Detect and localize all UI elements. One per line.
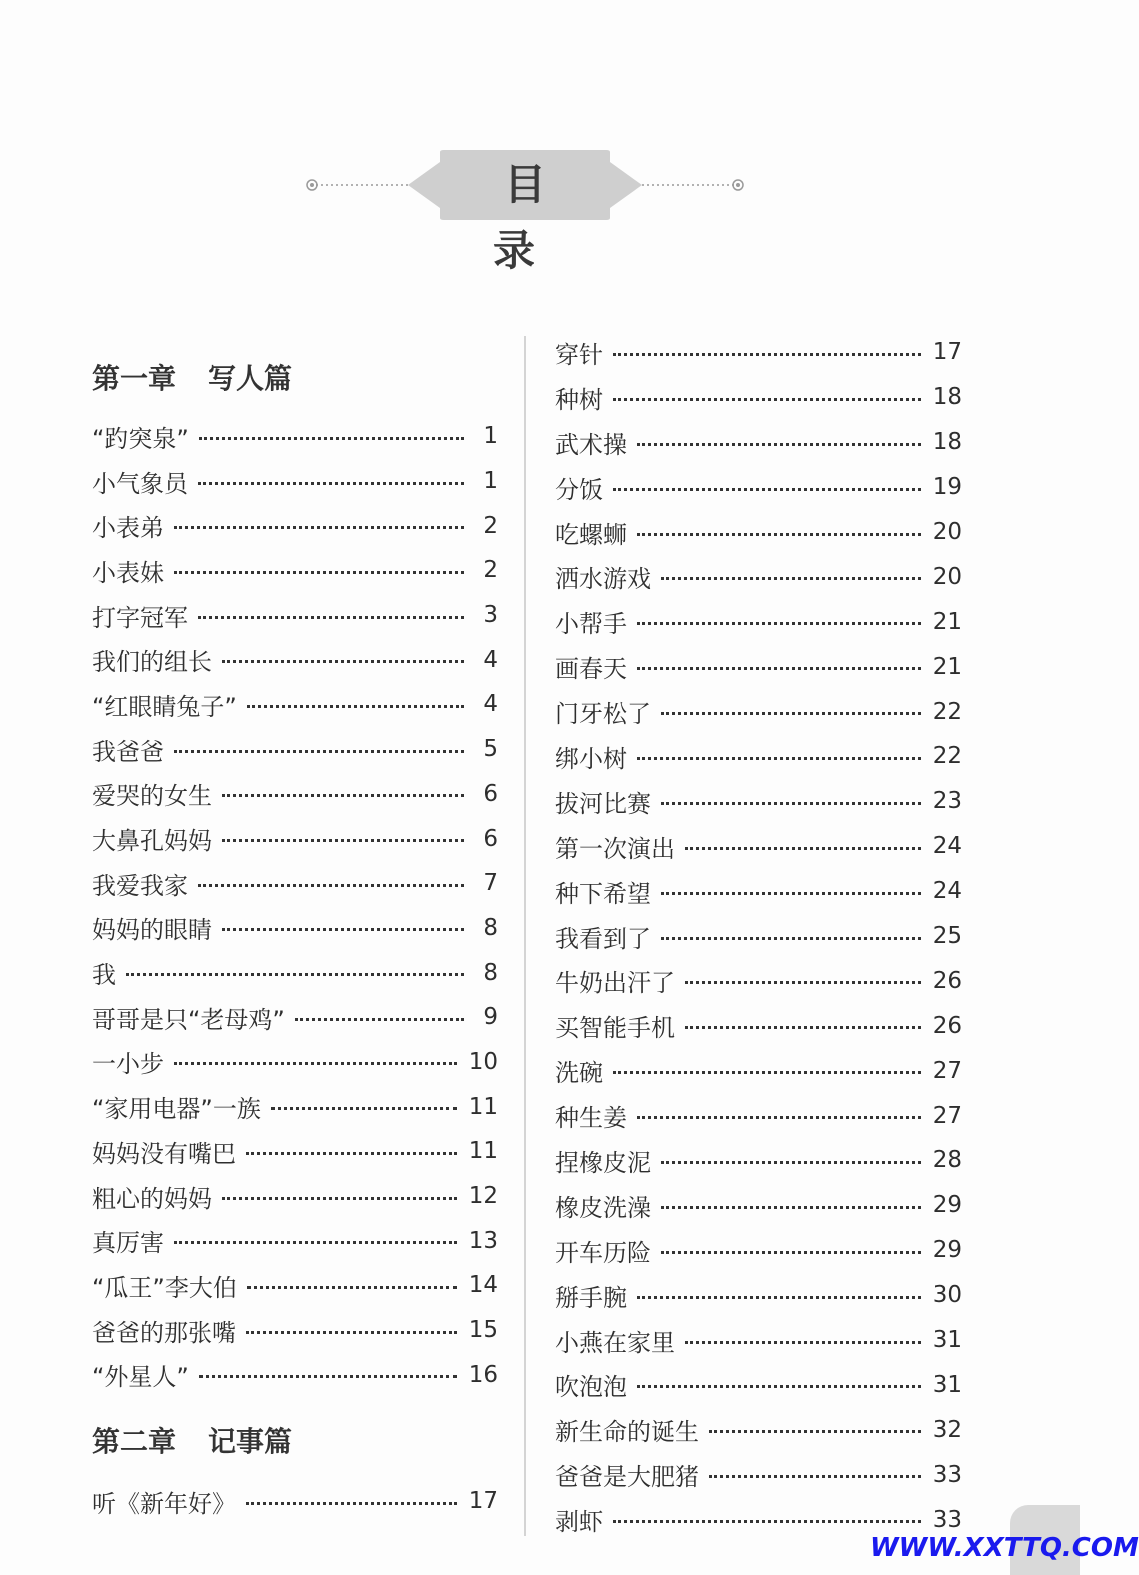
toc-entry[interactable] — [92, 414, 498, 459]
entry-page: 25 — [932, 923, 962, 950]
entry-page: 17 — [468, 1488, 498, 1515]
column-divider — [524, 336, 526, 1536]
toc-entry[interactable] — [555, 1048, 962, 1093]
dot-leader — [613, 488, 921, 491]
dot-leader — [246, 1331, 457, 1334]
toc-entry[interactable] — [92, 1352, 498, 1397]
entry-title: 买智能手机 — [555, 1014, 675, 1043]
dot-leader — [222, 794, 464, 797]
toc-entry[interactable] — [555, 1452, 962, 1497]
chapter-name: 写人篇 — [208, 362, 293, 395]
entry-page: 29 — [932, 1192, 962, 1219]
entry-title: 新生命的诞生 — [555, 1418, 699, 1447]
entry-title: “红眼睛兔子” — [92, 692, 237, 721]
dot-leader — [126, 973, 464, 976]
entry-page: 14 — [468, 1272, 498, 1299]
dot-leader — [613, 1071, 921, 1074]
entry-page: 4 — [483, 646, 498, 673]
toc-entry[interactable] — [92, 772, 498, 817]
dot-leader — [637, 443, 921, 446]
toc-entry[interactable] — [92, 503, 498, 548]
entry-page: 1 — [483, 423, 498, 450]
entry-page: 27 — [932, 1057, 962, 1084]
chapter-heading-2 — [92, 1411, 498, 1473]
entry-page: 29 — [932, 1237, 962, 1264]
toc-entry[interactable] — [92, 816, 498, 861]
entry-title: 开车历险 — [555, 1238, 651, 1267]
entry-page: 4 — [483, 691, 498, 718]
toc-entry[interactable] — [92, 1084, 498, 1129]
entry-title: 爸爸的那张嘴 — [92, 1318, 236, 1347]
entry-title: 打字冠军 — [92, 603, 188, 632]
entry-page: 2 — [483, 557, 498, 584]
dot-leader — [685, 847, 921, 850]
dot-leader — [198, 616, 464, 619]
chapter-name: 记事篇 — [208, 1425, 293, 1459]
dot-leader — [685, 1026, 921, 1029]
toc-right-column — [555, 330, 962, 1542]
entry-title: “趵突泉” — [92, 424, 189, 453]
entry-page: 33 — [932, 1461, 962, 1488]
toc-entry[interactable] — [555, 465, 962, 510]
toc-entry[interactable] — [555, 1138, 962, 1183]
dot-leader — [685, 981, 921, 984]
entry-title: 听《新年好》 — [92, 1489, 236, 1518]
dot-leader — [685, 1341, 921, 1344]
chapter-label: 第二章 — [92, 1425, 177, 1459]
toc-left-column — [92, 348, 498, 1524]
entry-page: 1 — [483, 468, 498, 495]
toc-entry[interactable] — [92, 1263, 498, 1308]
entry-title: 门牙松了 — [555, 700, 651, 729]
toc-entry[interactable] — [92, 1479, 498, 1524]
entry-title: “外星人” — [92, 1363, 189, 1392]
entry-page: 2 — [483, 512, 498, 539]
dot-leader — [637, 667, 921, 670]
entry-title: “家用电器”一族 — [92, 1095, 261, 1124]
entry-page: 26 — [932, 1012, 962, 1039]
entry-title: 爸爸是大肥猪 — [555, 1463, 699, 1492]
entry-title: 真厉害 — [92, 1229, 164, 1258]
toc-entry[interactable] — [92, 906, 498, 951]
entry-title: 我 — [92, 961, 116, 990]
toc-entry[interactable] — [555, 1093, 962, 1138]
entry-title: 吃螺蛳 — [555, 520, 627, 549]
page-title: 目 录 — [492, 160, 568, 275]
dot-leader — [174, 750, 464, 753]
entry-page: 16 — [468, 1361, 498, 1388]
toc-entry[interactable] — [92, 727, 498, 772]
entry-title: 大鼻孔妈妈 — [92, 827, 212, 856]
toc-entry[interactable] — [555, 644, 962, 689]
entry-title: 分饭 — [555, 475, 603, 504]
toc-entry[interactable] — [92, 459, 498, 504]
entry-page: 30 — [932, 1282, 962, 1309]
toc-entry[interactable] — [555, 734, 962, 779]
dot-leader — [174, 571, 464, 574]
entry-page: 5 — [483, 736, 498, 763]
toc-entry[interactable] — [555, 1183, 962, 1228]
dot-leader — [661, 1251, 921, 1254]
dot-leader — [661, 937, 921, 940]
entry-page: 23 — [932, 788, 962, 815]
toc-entry[interactable] — [555, 330, 962, 375]
entry-page: 9 — [483, 1004, 498, 1031]
dot-leader — [271, 1107, 457, 1110]
dot-leader — [222, 928, 464, 931]
dot-leader — [222, 839, 464, 842]
toc-entry[interactable] — [555, 1273, 962, 1318]
entry-title: 小气象员 — [92, 469, 188, 498]
entry-page: 22 — [932, 698, 962, 725]
entry-title: 粗心的妈妈 — [92, 1184, 212, 1213]
entry-title: 穿针 — [555, 340, 603, 369]
entry-page: 7 — [483, 870, 498, 897]
toc-entry[interactable] — [92, 548, 498, 593]
entry-page: 21 — [932, 608, 962, 635]
entry-title: 我爱我家 — [92, 871, 188, 900]
entry-page: 18 — [932, 429, 962, 456]
toc-entry[interactable] — [92, 995, 498, 1040]
toc-entry[interactable] — [555, 958, 962, 1003]
dot-leader — [637, 757, 921, 760]
entry-page: 18 — [932, 384, 962, 411]
dot-leader — [174, 1241, 457, 1244]
entry-title: 洗碗 — [555, 1059, 603, 1088]
dot-leader — [637, 1116, 921, 1119]
toc-entry[interactable] — [555, 779, 962, 824]
title-banner — [300, 148, 750, 275]
entry-title: 小表妹 — [92, 558, 164, 587]
toc-entry[interactable] — [92, 637, 498, 682]
entry-page: 26 — [932, 967, 962, 994]
dot-leader — [295, 1018, 464, 1021]
toc-entry[interactable] — [555, 554, 962, 599]
entry-title: 吹泡泡 — [555, 1373, 627, 1402]
entry-title: “瓜王”李大伯 — [92, 1273, 237, 1302]
dot-leader — [637, 533, 921, 536]
dot-leader — [222, 1197, 457, 1200]
entry-title: 画春天 — [555, 655, 627, 684]
toc-entry[interactable] — [92, 593, 498, 638]
entry-page: 24 — [932, 878, 962, 905]
toc-entry[interactable] — [92, 682, 498, 727]
toc-entry[interactable] — [92, 1308, 498, 1353]
entry-title: 洒水游戏 — [555, 565, 651, 594]
dot-leader — [709, 1430, 921, 1433]
toc-entry[interactable] — [92, 950, 498, 995]
toc-entry[interactable] — [92, 1129, 498, 1174]
dot-leader — [174, 526, 464, 529]
toc-entry[interactable] — [555, 1228, 962, 1273]
entry-page: 6 — [483, 825, 498, 852]
dot-leader — [613, 1520, 921, 1523]
entry-page: 8 — [483, 959, 498, 986]
toc-entry[interactable] — [555, 1407, 962, 1452]
entry-page: 6 — [483, 780, 498, 807]
dot-leader — [661, 892, 921, 895]
dot-leader — [661, 712, 921, 715]
toc-entry[interactable] — [555, 510, 962, 555]
entry-title: 剥虾 — [555, 1508, 603, 1537]
entry-page: 28 — [932, 1147, 962, 1174]
entry-title: 牛奶出汗了 — [555, 969, 675, 998]
dot-leader — [246, 1152, 457, 1155]
entry-page: 22 — [932, 743, 962, 770]
entry-title: 种生姜 — [555, 1104, 627, 1133]
dot-leader — [199, 1375, 457, 1378]
toc-entry[interactable] — [92, 1218, 498, 1263]
entry-page: 11 — [468, 1138, 498, 1165]
entry-page: 13 — [468, 1227, 498, 1254]
entry-title: 拔河比赛 — [555, 789, 651, 818]
toc-entry[interactable] — [555, 375, 962, 420]
toc-entry[interactable] — [555, 824, 962, 869]
entry-page: 8 — [483, 914, 498, 941]
toc-entry[interactable] — [555, 869, 962, 914]
entry-title: 一小步 — [92, 1050, 164, 1079]
entry-page: 10 — [468, 1048, 498, 1075]
dot-leader — [661, 1161, 921, 1164]
toc-entry[interactable] — [555, 914, 962, 959]
toc-entry[interactable] — [555, 420, 962, 465]
entry-title: 爱哭的女生 — [92, 782, 212, 811]
dot-leader — [246, 1502, 457, 1505]
toc-entry[interactable] — [555, 1318, 962, 1363]
chapter-label: 第一章 — [92, 362, 177, 395]
entry-title: 种下希望 — [555, 879, 651, 908]
watermark-text: WWW.XXTTQ.COM — [870, 1533, 1139, 1563]
entry-page: 20 — [932, 563, 962, 590]
entry-page: 3 — [483, 602, 498, 629]
toc-entry[interactable] — [92, 861, 498, 906]
dot-leader — [661, 1206, 921, 1209]
dot-leader — [198, 884, 464, 887]
entry-title: 哥哥是只“老母鸡” — [92, 1005, 285, 1034]
toc-entry[interactable] — [555, 1003, 962, 1048]
dot-leader — [247, 705, 464, 708]
toc-entry[interactable] — [555, 1362, 962, 1407]
dot-leader — [174, 1062, 457, 1065]
entry-title: 捏橡皮泥 — [555, 1148, 651, 1177]
entry-title: 小帮手 — [555, 610, 627, 639]
entry-title: 妈妈的眼睛 — [92, 916, 212, 945]
entry-page: 11 — [468, 1093, 498, 1120]
entry-page: 17 — [932, 339, 962, 366]
dot-leader — [661, 802, 921, 805]
entry-title: 武术操 — [555, 430, 627, 459]
entry-title: 小燕在家里 — [555, 1328, 675, 1357]
entry-title: 掰手腕 — [555, 1283, 627, 1312]
entry-title: 我们的组长 — [92, 648, 212, 677]
dot-leader — [198, 482, 464, 485]
entry-title: 妈妈没有嘴巴 — [92, 1139, 236, 1168]
entry-title: 橡皮洗澡 — [555, 1193, 651, 1222]
entry-title: 种树 — [555, 385, 603, 414]
entry-page: 31 — [932, 1327, 962, 1354]
dot-leader — [637, 1385, 921, 1388]
dot-leader — [709, 1475, 921, 1478]
toc-entry[interactable] — [555, 599, 962, 644]
entry-page: 20 — [932, 519, 962, 545]
entry-page: 19 — [932, 474, 962, 501]
dot-leader — [637, 622, 921, 625]
chapter-heading-1 — [92, 348, 498, 410]
dot-leader — [613, 353, 921, 356]
entry-page: 24 — [932, 833, 962, 860]
entry-title: 我爸爸 — [92, 737, 164, 766]
entry-page: 31 — [932, 1371, 962, 1398]
entry-page: 15 — [468, 1317, 498, 1344]
entry-title: 我看到了 — [555, 924, 651, 953]
toc-entry[interactable] — [555, 689, 962, 734]
entry-page: 12 — [468, 1183, 498, 1210]
entry-page: 27 — [932, 1102, 962, 1129]
toc-entry[interactable] — [92, 1174, 498, 1219]
entry-title: 绑小树 — [555, 744, 627, 773]
dot-leader — [199, 437, 464, 440]
entry-title: 第一次演出 — [555, 834, 675, 863]
entry-page: 33 — [932, 1506, 962, 1533]
dot-leader — [637, 1296, 921, 1299]
entry-page: 21 — [932, 653, 962, 680]
toc-entry[interactable] — [92, 1040, 498, 1085]
entry-page: 32 — [932, 1416, 962, 1443]
dot-leader — [613, 398, 921, 401]
dot-leader — [247, 1286, 457, 1289]
entry-title: 小表弟 — [92, 514, 164, 543]
dot-leader — [661, 577, 921, 580]
dot-leader — [222, 660, 464, 663]
